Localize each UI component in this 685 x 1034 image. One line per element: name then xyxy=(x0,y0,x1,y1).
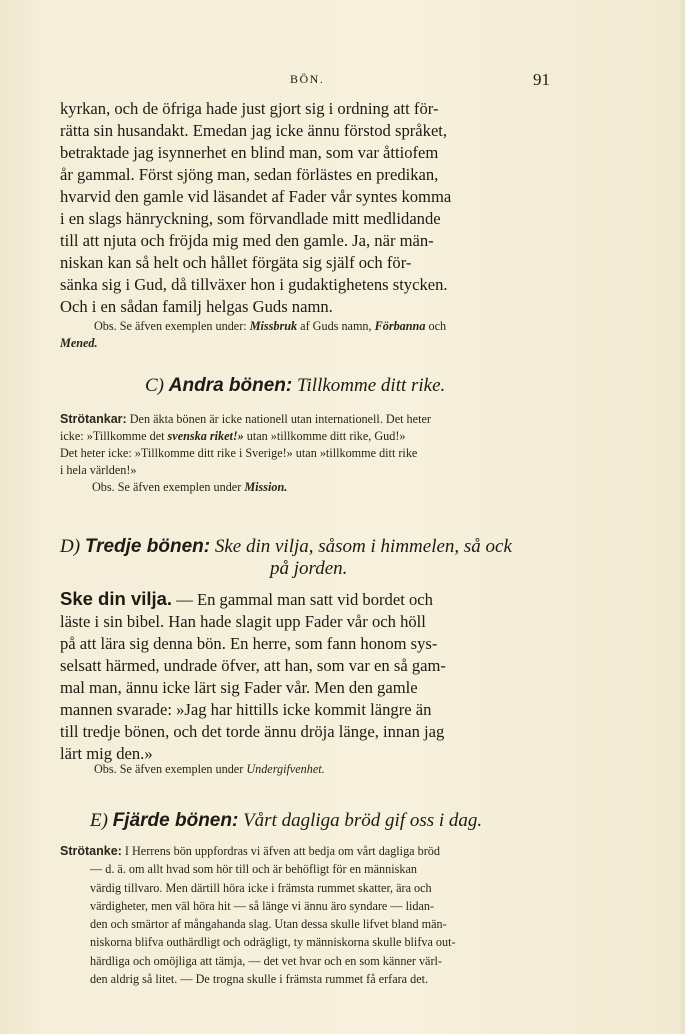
emphasis-text: svenska riket!» xyxy=(167,429,244,443)
cross-ref-link[interactable]: Mission. xyxy=(244,480,288,494)
text-line: till att njuta och fröjda mig med den gamle. Ja, när män- xyxy=(60,231,434,250)
text-line: värdig tillvaro. Men därtill höra icke i främsta rummet skatter, ära och xyxy=(90,880,432,895)
strotanke-label: Strötanke: xyxy=(60,844,122,858)
obs-label: Obs. xyxy=(94,762,117,776)
text-line: kyrkan, och de öfriga hade just gjort sig i ordning att för- xyxy=(60,99,439,118)
obs-label: Obs. xyxy=(92,480,115,494)
obs-text: Se äfven exemplen under xyxy=(119,762,244,776)
text-line: Det heter icke: »Tillkomme ditt rike i Sverige!» utan »tillkomme ditt rike xyxy=(60,446,418,460)
cross-ref-link[interactable]: Missbruk xyxy=(249,319,298,333)
text-line: I Herrens bön uppfordras vi äfven att bedja om vårt dagliga bröd xyxy=(124,844,440,858)
text-line: till tredje bönen, och det torde ännu dröja länge, innan jag xyxy=(60,722,445,741)
section-subtitle: Tillkomme ditt rike. xyxy=(297,375,446,396)
text-line: icke: »Tillkomme det xyxy=(60,429,165,443)
obs-note-1 xyxy=(94,318,564,335)
text-line: niskan kan så helt och hållet förgäta sig själf och för- xyxy=(60,253,412,272)
text-line: Den äkta bönen är icke nationell utan internationell. Det heter xyxy=(129,412,431,426)
strotankar-block xyxy=(60,411,560,496)
obs-note-2 xyxy=(94,761,325,778)
text-line: — d. ä. om allt hvad som hör till och är behöfligt för en människan xyxy=(90,862,417,877)
text-line: selsatt härmed, undrade öfver, att han, som var en så gam- xyxy=(60,656,446,675)
strotankar-label: Strötankar: xyxy=(60,412,127,426)
running-header: BÖN. xyxy=(290,72,325,86)
section-letter: C) xyxy=(145,375,164,396)
text-line: utan »tillkomme ditt rike, Gud!» xyxy=(246,429,406,443)
text-line: niskorna blifva outhärdligt och odrägligt, ty människorna skulle blifva out- xyxy=(90,935,456,950)
cross-ref-link[interactable]: Undergifvenhet. xyxy=(246,762,325,776)
text-line: läste i sin bibel. Han hade slagit upp Fader vår och höll xyxy=(60,612,426,631)
text-line: värdigheter, men väl höra hit — så länge vi ännu äro syndare — lidan- xyxy=(90,898,435,913)
text-line: — En gammal man satt vid bordet och xyxy=(176,590,433,609)
obs-text: af Guds namn, xyxy=(300,319,372,333)
strotanke-block xyxy=(60,842,560,988)
text-line: mannen svarade: »Jag har hittills icke kommit längre än xyxy=(60,700,432,719)
paragraph-lead: Ske din vilja. xyxy=(60,588,173,609)
text-line: hvarvid den gamle vid läsandet af Fader vår syntes komma xyxy=(60,187,452,206)
section-name: Andra bönen: xyxy=(168,375,293,396)
text-line: år gammal. Först sjöng man, sedan förlästes en predikan, xyxy=(60,165,439,184)
paragraph-1 xyxy=(60,98,550,318)
obs-label: Obs. xyxy=(94,319,117,333)
section-subtitle: Ske din vilja, såsom i himmelen, så ock xyxy=(214,536,512,557)
text-line: den aldrig så litet. — De trogna skulle i främsta rummet få erfara det. xyxy=(90,972,429,987)
obs-text: Se äfven exemplen under: xyxy=(119,319,247,333)
paragraph-2 xyxy=(60,588,550,765)
section-letter: D) xyxy=(60,536,81,557)
text-line: den och smärtor af mångahanda slag. Utan dessa skulle lifvet bland män- xyxy=(90,917,447,932)
obs-text: och xyxy=(428,319,447,333)
section-name: Fjärde bönen: xyxy=(112,810,239,831)
text-line: på att lära sig denna bön. En herre, som fann honom sys- xyxy=(60,634,438,653)
cross-ref-link[interactable]: Mened. xyxy=(60,336,98,350)
page-edge xyxy=(677,0,685,1034)
text-line: härdliga och omöjliga att tämja, — det vet hvar och en som känner värl- xyxy=(90,953,442,968)
section-heading-e xyxy=(90,810,482,832)
text-line: rätta sin husandakt. Emedan jag icke ännu förstod språket, xyxy=(60,121,448,140)
section-subtitle-cont: på jorden. xyxy=(270,558,348,579)
section-heading-c xyxy=(145,375,445,397)
text-line: mal man, ännu icke lärt sig Fader vår. Men den gamle xyxy=(60,678,418,697)
section-heading-d xyxy=(60,536,512,558)
section-letter: E) xyxy=(90,810,108,831)
text-line: i en slags hänryckning, som förvandlade mitt medlidande xyxy=(60,209,441,228)
page-number: 91 xyxy=(533,70,550,89)
section-subtitle: Vårt dagliga bröd gif oss i dag. xyxy=(243,810,483,831)
obs-text: Se äfven exemplen under xyxy=(117,480,242,494)
text-line: lärt mig den.» xyxy=(60,744,153,763)
text-line: Och i en sådan familj helgas Guds namn. xyxy=(60,297,333,316)
text-line: i hela världen!» xyxy=(60,463,137,477)
text-line: betraktade jag isynnerhet en blind man, som var åttiofem xyxy=(60,143,439,162)
section-name: Tredje bönen: xyxy=(84,536,211,557)
text-line: sänka sig i Gud, då tillväxer hon i gudaktighetens stycken. xyxy=(60,275,448,294)
cross-ref-link[interactable]: Förbanna xyxy=(374,319,426,333)
